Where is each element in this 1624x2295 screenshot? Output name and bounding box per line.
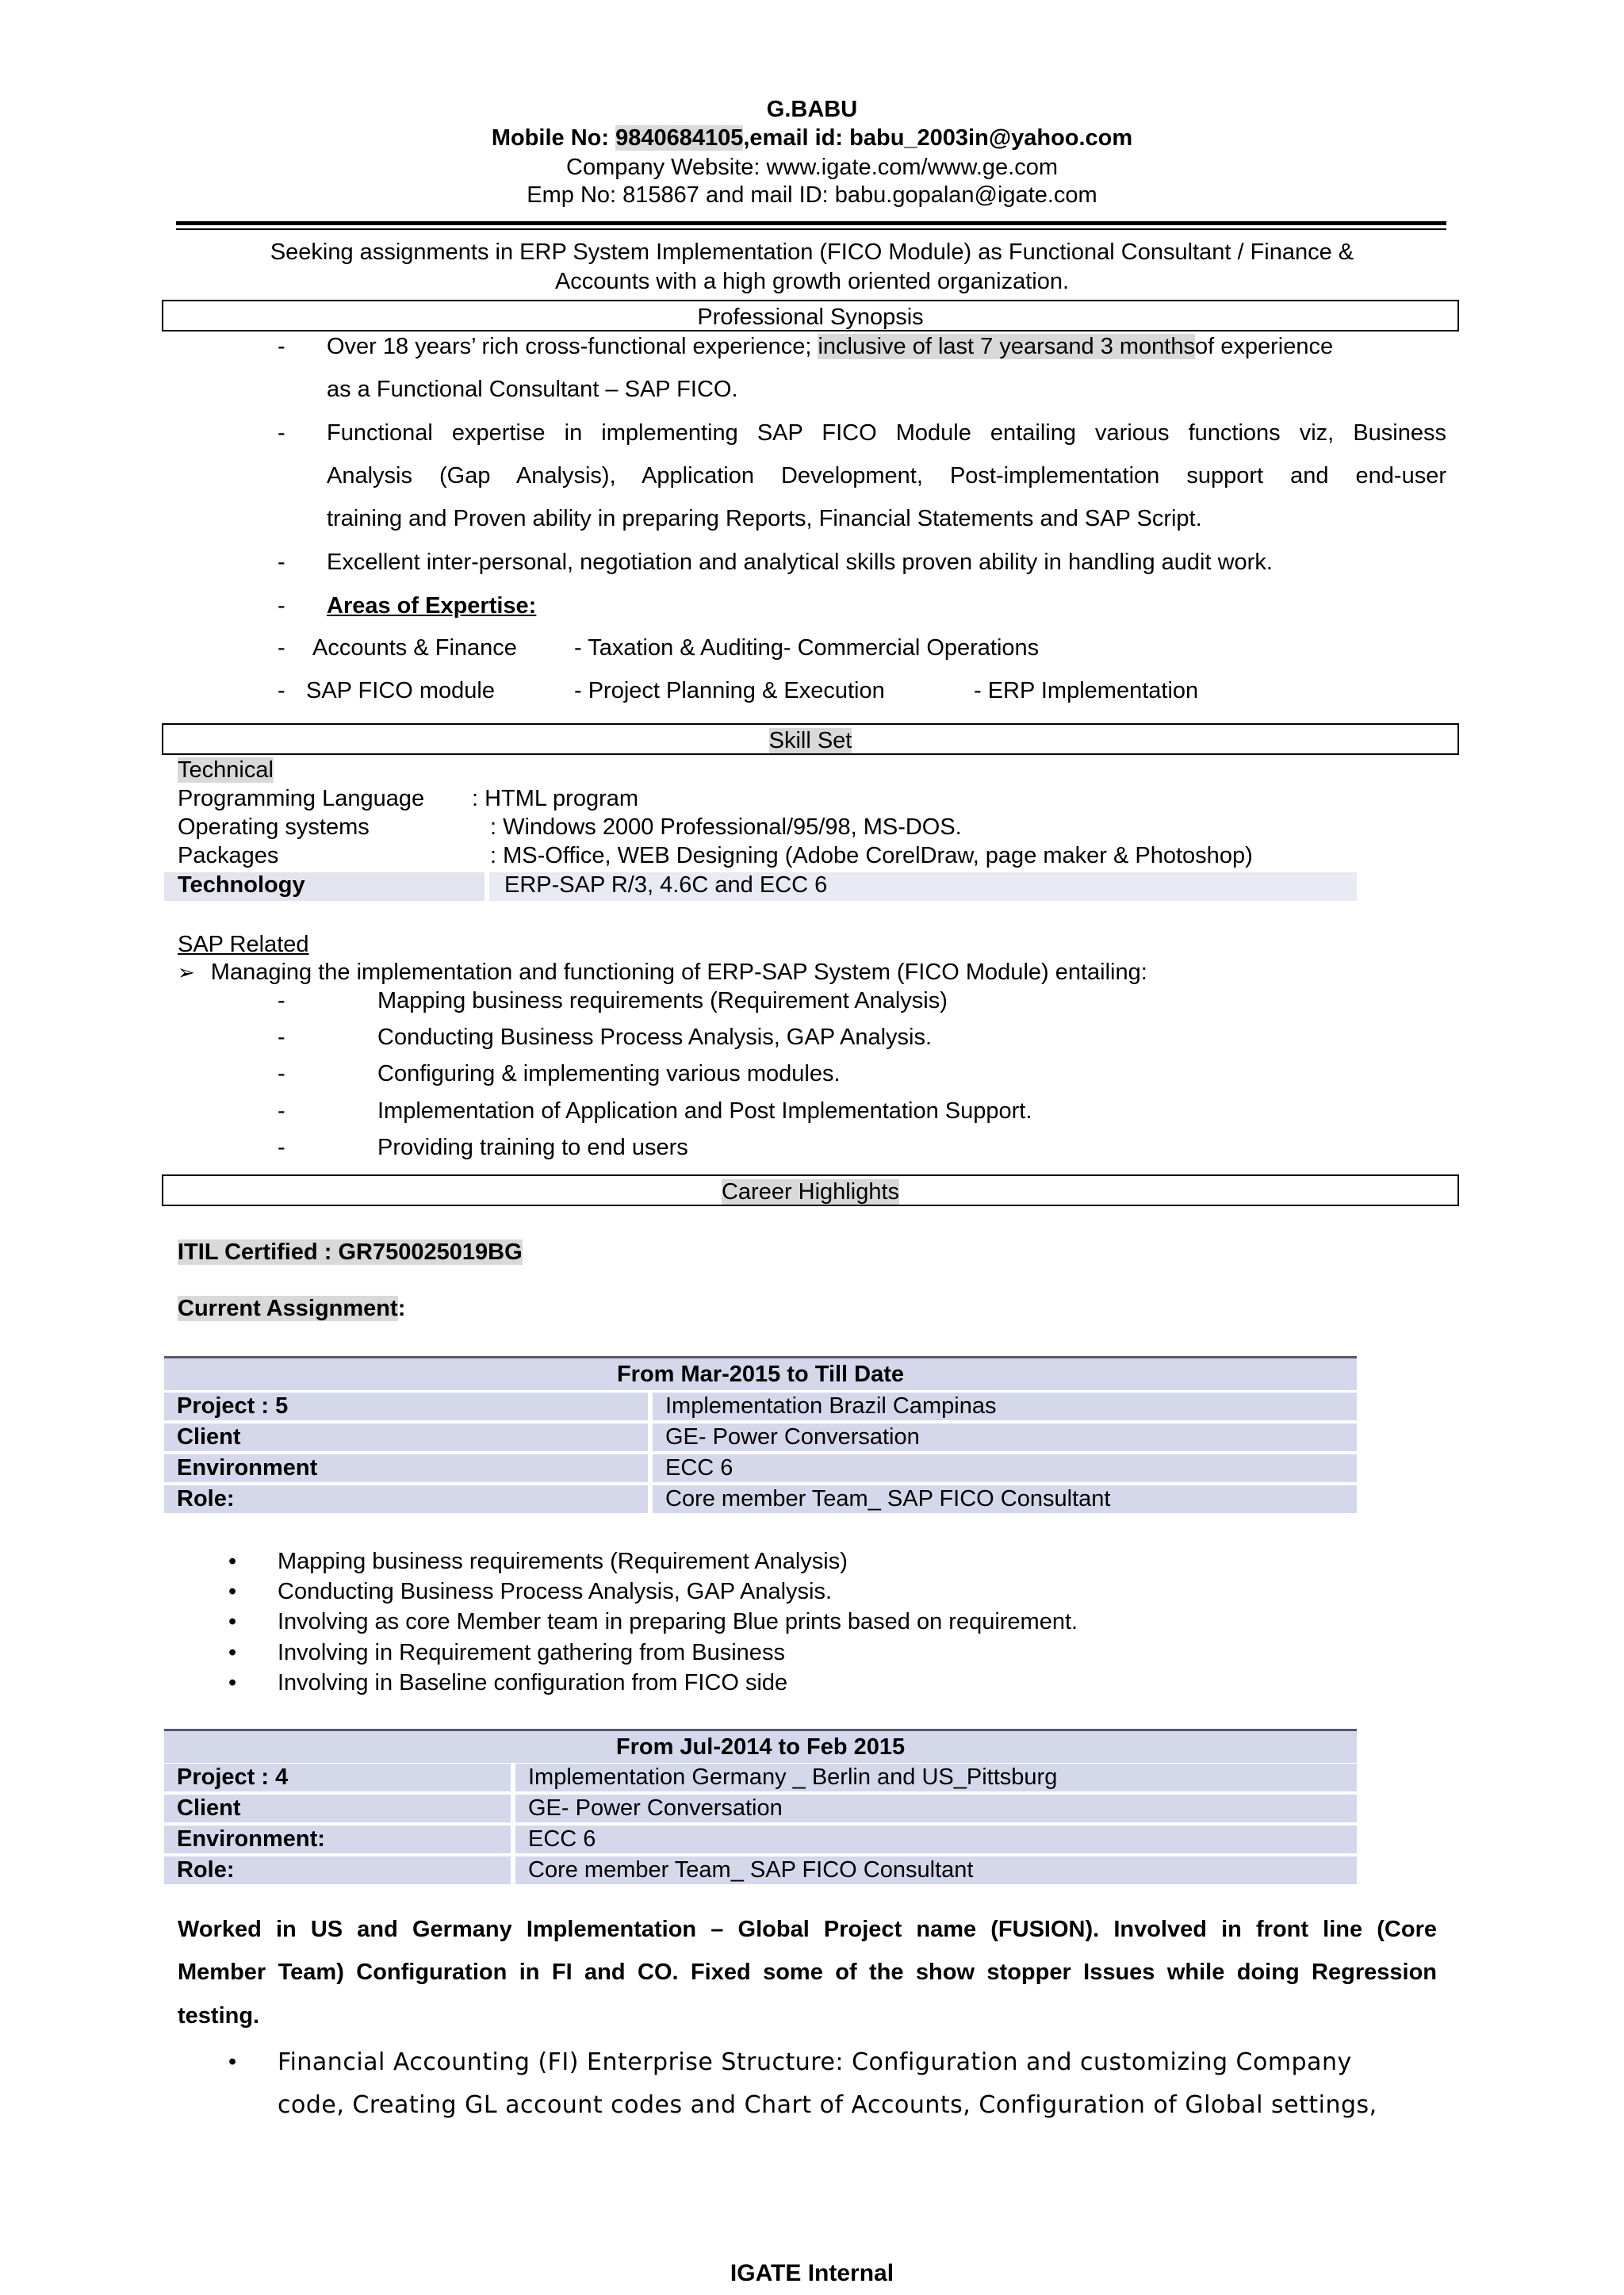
dash-marker: - (278, 678, 285, 703)
prog-language-label: Programming Language (178, 786, 425, 811)
mobile-label: Mobile No: (491, 125, 616, 151)
dash-marker: - (278, 1025, 285, 1050)
dash-marker: - (278, 988, 285, 1013)
expertise-sap-fico: SAP FICO module (306, 678, 496, 703)
sap-item: Configuring & implementing various modules. (377, 1061, 841, 1086)
table-row-label: Project : 5 (164, 1393, 648, 1420)
areas-of-expertise-title: Areas of Expertise: (327, 593, 537, 619)
highlighted-experience: inclusive of last 7 yearsand 3 months (818, 334, 1195, 359)
mobile-number: 9840684105 (615, 125, 744, 151)
expertise-erp: - ERP Implementation (974, 678, 1199, 703)
synopsis-item-1: Over 18 years’ rich cross-functional experience; inclusive of last 7 yearsand 3 monthsof experience (327, 334, 1334, 359)
table-row-label: Client (164, 1795, 511, 1822)
sap-related-label: SAP Related (178, 932, 309, 957)
list-item: Involving in Requirement gathering from Business (278, 1640, 785, 1665)
dash-marker: - (278, 1135, 285, 1160)
dash-marker: - (278, 550, 285, 575)
packages-value: : MS-Office, WEB Designing (Adobe CorelDraw, page maker & Photoshop) (490, 843, 1253, 868)
worked-line-1: Worked in US and Germany Implementation – Global Project name (FUSION). Involved in front line (Core (178, 1917, 1437, 1942)
dash-marker: - (278, 334, 285, 359)
current-assignment: Current Assignment: (178, 1296, 406, 1321)
list-item: Involving as core Member team in preparing Blue prints based on requirement. (278, 1609, 1078, 1634)
expertise-taxation: - Taxation & Auditing- Commercial Operations (574, 635, 1040, 661)
objective-line-1: Seeking assignments in ERP System Implementation (FICO Module) as Functional Consultant / Finance & (270, 239, 1354, 265)
objective-line-2: Accounts with a high growth oriented organization. (554, 269, 1070, 294)
emp-line: Emp No: 815867 and mail ID: babu.gopalan@igate.com (527, 182, 1097, 208)
os-label: Operating systems (178, 814, 370, 840)
dash-marker: - (278, 1061, 285, 1086)
fi-line-2: code, Creating GL account codes and Chart of Accounts, Configuration of Global settings, (278, 2091, 1377, 2119)
career-heading: Career Highlights (162, 1174, 1459, 1206)
table-row-label: Role: (164, 1485, 648, 1513)
header-rule-thin (176, 228, 1446, 230)
synopsis-heading: Professional Synopsis (162, 300, 1459, 331)
sap-item: Mapping business requirements (Requirement Analysis) (377, 988, 948, 1013)
table-row-value: GE- Power Conversation (515, 1795, 1357, 1822)
table-row-value: Implementation Germany _ Berlin and US_Pittsburg (515, 1764, 1357, 1791)
list-item: Mapping business requirements (Requirement Analysis) (278, 1549, 848, 1574)
synopsis-item-2-line-1: Functional expertise in implementing SAP FICO Module entailing various functions viz, Business (327, 420, 1446, 446)
itil-certified: ITIL Certified : GR750025019BG (178, 1239, 523, 1265)
dash-marker: - (278, 635, 285, 661)
candidate-name: G.BABU (766, 97, 858, 122)
footer-label: IGATE Internal (730, 2260, 894, 2286)
technical-label: Technical (178, 757, 274, 783)
list-item: Involving in Baseline configuration from FICO side (278, 1670, 788, 1695)
bullet-icon: • (228, 1579, 237, 1604)
sap-item: Implementation of Application and Post Implementation Support. (377, 1098, 1032, 1124)
email-text: ,email id: babu_2003in@yahoo.com (743, 125, 1133, 151)
company-website: Company Website: www.igate.com/www.ge.com (566, 155, 1058, 180)
table-row-label: Environment: (164, 1826, 511, 1853)
bullet-icon: • (228, 1670, 237, 1695)
technology-value: ERP-SAP R/3, 4.6C and ECC 6 (504, 872, 828, 898)
dash-marker: - (278, 420, 285, 446)
table-row-label: Client (164, 1423, 648, 1451)
project-5-period: From Mar-2015 to Till Date (164, 1356, 1357, 1390)
synopsis-item-1-line-2: as a Functional Consultant – SAP FICO. (327, 377, 738, 402)
table-row-label: Project : 4 (164, 1764, 511, 1791)
contact-line (0, 125, 1624, 151)
table-row-value: ECC 6 (515, 1826, 1357, 1853)
table-row-value: Core member Team_ SAP FICO Consultant (515, 1856, 1357, 1884)
sap-item: Providing training to end users (377, 1135, 688, 1160)
dash-marker: - (278, 1098, 285, 1124)
table-row-value: Implementation Brazil Campinas (653, 1393, 1357, 1420)
worked-line-2: Member Team) Configuration in FI and CO. Fixed some of the show stopper Issues while doing Regression (178, 1960, 1437, 1985)
table-row-value: GE- Power Conversation (653, 1423, 1357, 1451)
bullet-icon: • (228, 1549, 237, 1574)
list-item: Conducting Business Process Analysis, GAP Analysis. (278, 1579, 833, 1604)
header-rule-thick (176, 221, 1446, 225)
packages-label: Packages (178, 843, 279, 868)
arrow-icon: ➢ (178, 961, 195, 985)
table-row-value: Core member Team_ SAP FICO Consultant (653, 1485, 1357, 1513)
os-value: : Windows 2000 Professional/95/98, MS-DOS. (490, 814, 962, 840)
expertise-accounts-finance: Accounts & Finance (312, 635, 517, 661)
prog-language-value: : HTML program (472, 786, 639, 811)
bullet-icon: • (228, 2049, 237, 2075)
project-4-period: From Jul-2014 to Feb 2015 (164, 1729, 1357, 1763)
skillset-heading: Skill Set (162, 723, 1459, 755)
sap-intro: ➢ Managing the implementation and functioning of ERP-SAP System (FICO Module) entailing: (178, 960, 1147, 985)
bullet-icon: • (228, 1609, 237, 1634)
sap-item: Conducting Business Process Analysis, GAP Analysis. (377, 1025, 933, 1050)
table-row-label: Environment (164, 1454, 648, 1482)
expertise-project-planning: - Project Planning & Execution (574, 678, 885, 703)
table-row-value: ECC 6 (653, 1454, 1357, 1482)
worked-line-3: testing. (178, 2003, 260, 2029)
fi-line-1: Financial Accounting (FI) Enterprise Structure: Configuration and customizing Company (278, 2048, 1352, 2076)
bullet-icon: • (228, 1640, 237, 1665)
synopsis-item-3: Excellent inter-personal, negotiation and analytical skills proven ability in handling audit work. (327, 550, 1273, 575)
technology-label: Technology (178, 872, 305, 898)
synopsis-item-2-line-2: Analysis (Gap Analysis), Application Development, Post-implementation support and end-user (327, 463, 1446, 489)
table-row-label: Role: (164, 1856, 511, 1884)
synopsis-item-2-line-3: training and Proven ability in preparing Reports, Financial Statements and SAP Script. (327, 506, 1202, 531)
dash-marker: - (278, 593, 285, 619)
